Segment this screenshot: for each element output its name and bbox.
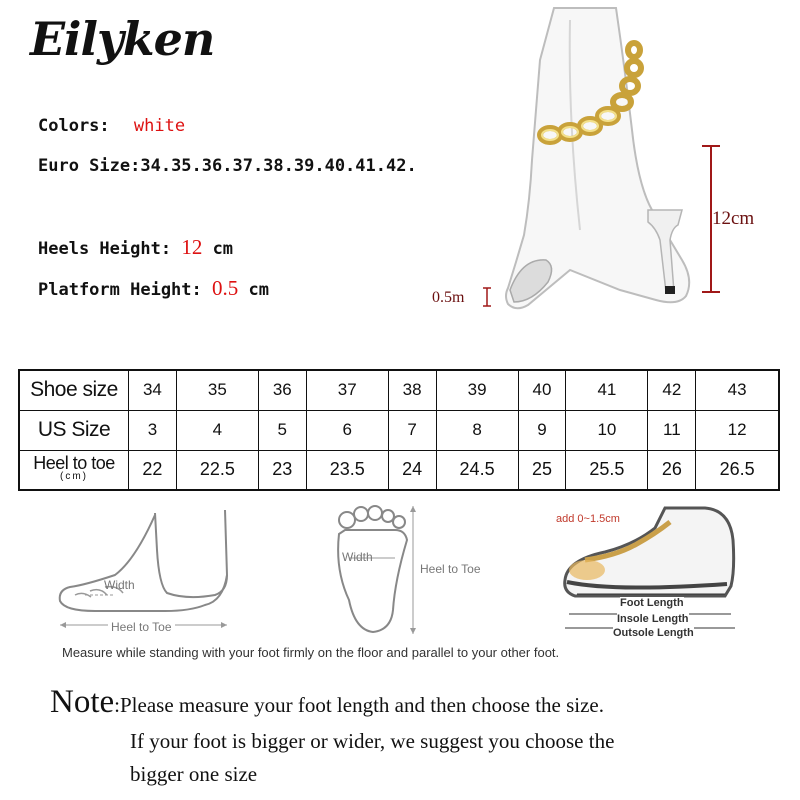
euro-size-row — [38, 156, 417, 176]
table-cell: 25.5 — [566, 450, 648, 490]
table-cell: 24.5 — [436, 450, 518, 490]
add-allowance-label: add 0~1.5cm — [556, 513, 620, 525]
heel-to-toe-label: Heel to toe — [33, 452, 115, 473]
shoe-size-row — [19, 370, 779, 410]
insole-length-label: Insole Length — [617, 613, 689, 625]
table-cell: 11 — [648, 410, 696, 450]
sole-heel-toe-label: Heel to Toe — [420, 562, 481, 576]
platform-height-unit: cm — [248, 280, 269, 300]
note-line-2: If your foot is bigger or wider, we suggest you choose the — [130, 729, 615, 753]
platform-height-label: Platform Height: — [38, 280, 202, 300]
table-cell: 10 — [566, 410, 648, 450]
table-cell: 38 — [388, 370, 436, 410]
heel-height-unit: cm — [212, 239, 234, 259]
table-cell: 4 — [176, 410, 258, 450]
table-cell: 40 — [518, 370, 566, 410]
heel-height-value: 12 — [181, 235, 203, 259]
table-cell: 25 — [518, 450, 566, 490]
table-cell: 26.5 — [696, 450, 779, 490]
table-cell: 36 — [258, 370, 306, 410]
table-cell: 41 — [566, 370, 648, 410]
side-width-label: Width — [104, 578, 135, 592]
table-cell: 23.5 — [306, 450, 388, 490]
table-cell: 8 — [436, 410, 518, 450]
platform-height-dimension: 0.5m — [432, 289, 465, 306]
note-label: Note — [50, 684, 115, 720]
table-cell: 34 — [129, 370, 177, 410]
shoe-size-header: Shoe size — [19, 370, 129, 410]
table-cell: 12 — [696, 410, 779, 450]
colors-row — [38, 116, 185, 136]
sole-width-label: Width — [342, 550, 373, 564]
table-cell: 9 — [518, 410, 566, 450]
euro-size-label: Euro Size: — [38, 156, 141, 176]
note-line-3: bigger one size — [130, 762, 258, 786]
table-cell: 37 — [306, 370, 388, 410]
table-cell: 43 — [696, 370, 779, 410]
outsole-length-label: Outsole Length — [613, 627, 694, 639]
euro-size-value: 34.35.36.37.38.39.40.41.42. — [140, 156, 417, 176]
brand-logo: Eilyken — [30, 12, 215, 66]
table-cell: 22.5 — [176, 450, 258, 490]
table-cell: 22 — [129, 450, 177, 490]
platform-height-value: 0.5 — [212, 276, 239, 300]
us-size-row — [19, 410, 779, 450]
note-first-line — [50, 684, 604, 721]
foot-length-label: Foot Length — [620, 597, 684, 609]
us-size-header: US Size — [19, 410, 129, 450]
colors-value: white — [133, 116, 186, 136]
table-cell: 26 — [648, 450, 696, 490]
table-cell: 5 — [258, 410, 306, 450]
table-cell: 23 — [258, 450, 306, 490]
table-cell: 7 — [388, 410, 436, 450]
measure-instruction: Measure while standing with your foot firmly on the floor and parallel to your other foot. — [62, 645, 560, 660]
side-heel-toe-label: Heel to Toe — [108, 620, 175, 634]
heel-to-toe-header — [19, 450, 129, 490]
table-cell: 6 — [306, 410, 388, 450]
table-cell: 35 — [176, 370, 258, 410]
colors-label: Colors: — [38, 116, 110, 136]
note-line-1: :Please measure your foot length and then choose the size. — [114, 693, 605, 717]
heel-height-row — [38, 235, 233, 260]
heel-to-toe-row — [19, 450, 779, 490]
platform-height-row — [38, 276, 269, 301]
heel-height-dimension: 12cm — [712, 208, 755, 229]
table-cell: 42 — [648, 370, 696, 410]
table-cell: 24 — [388, 450, 436, 490]
table-cell: 3 — [129, 410, 177, 450]
heel-height-label: Heels Height: — [38, 239, 172, 259]
size-chart-table — [18, 369, 780, 491]
table-cell: 39 — [436, 370, 518, 410]
heel-to-toe-unit: (cm) — [60, 470, 88, 482]
product-boot-image — [420, 0, 780, 330]
